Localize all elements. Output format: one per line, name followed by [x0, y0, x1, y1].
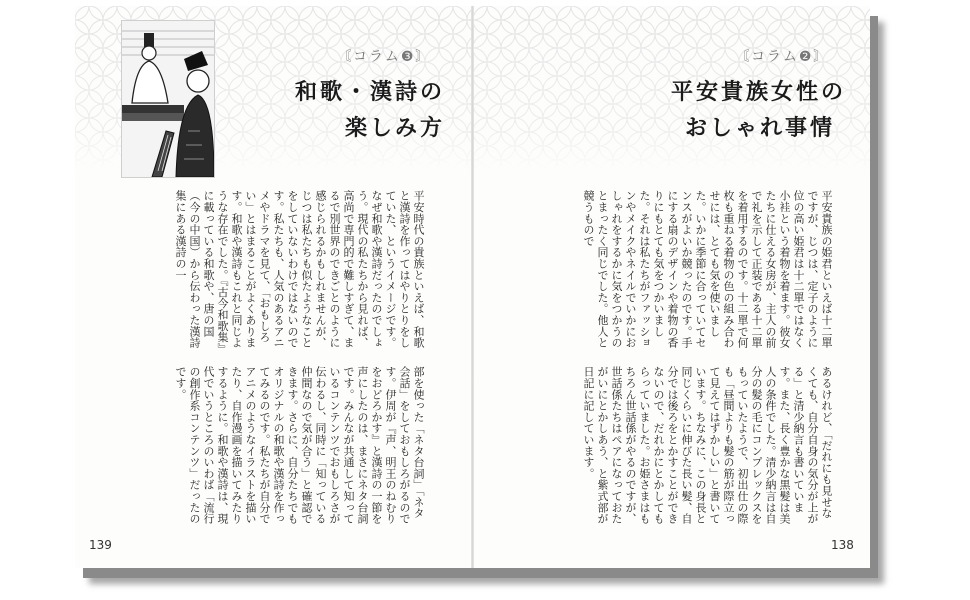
page-number: 138 — [831, 538, 854, 552]
column-tag: 〘コラム❷〙 — [735, 49, 830, 65]
body-text-bottom: 部を使った「ネタ台詞」「ネタ会話」をしておもしろがるのです。伊周が『声、明王のねむりをおどろかす』と漢詩の一節を声にしたのは、まさにネタ台詞です。みんなが共通して知っているコンテンツでおもしろさが伝わるし、同時に「知っている仲間なので気が合う」と確認できます。さらに、自分たちでもオリジナルの和歌や漢詩を作ってみるのです。私たちが自分でアニメのようなイラストを描いたり、自作漫画を描いてみたりするように。和歌や漢詩は、現代でいうところのいわば「流行の創作系コンテンツ」だったのです。 — [174, 366, 425, 525]
page-number: 139 — [89, 538, 112, 552]
book-spread — [75, 6, 870, 568]
heian-figures-illustration — [121, 20, 215, 178]
heading-line-1: 平安貴族女性の — [671, 80, 847, 105]
body-text-top: 平安時代の貴族といえば、和歌と漢詩を作ってはやりとりをしていた、というイメージです。なぜ和歌や漢詩だったのでしょう。現代の私たちから見れば、高尚で専門的で難しすぎて、まるで別世界のできごとのように感じられるかもしれませんが、じつは私たちも似たようなことをしていないわけではないのです。私たちも、人気のあるアニメやドラマを見て、「おもしろい」とはまることがよくあります。和歌や漢詩もこれと同じような存在でした。『古今和歌集』に載っている和歌や、唐の国（今の中国）から伝わった漢詩集にある漢詩の一 — [174, 190, 425, 349]
column-tag: 〘コラム❸〙 — [337, 49, 432, 65]
body-text-bottom: あるけれど、「だれにも見せなくても、自分自身の気分が上がる」と清少納言も書いています。また、長く豊かな黒髪は美人の条件でした。清少納言は自分の髪の毛にコンプレックスをもっていたようで、初出仕の際も「昼間よりも髪の筋が際立って見えてはずかしい」と書いています。ちなみに、この身長と同じくらいに伸びた長い髪、自分では後ろをとかすことができないので、だれかにとかしてもらっていました。お姫さまはもちろん世話係がやるのですが、世話係たちはペアになっておたがいにとかしあう、と紫式部が日記に記しています。 — [582, 366, 833, 525]
right-page — [473, 6, 870, 568]
heading-line-2: おしゃれ事情 — [685, 116, 836, 141]
heading-line-2: 楽しみ方 — [345, 116, 446, 141]
left-page — [75, 6, 472, 568]
body-text-top: 平安貴族の姫君といえば十二單ですが、じつは、定子のように位の高い姫君は十二單ではなく小袿という着物を着ます。彼女たちに仕える女房が、主人の前で礼を示して正装である十二單を着用するのです。十二單で何枚も重ねる着物の色の組み合わせには、とても気を使いました。いかに季節に合っていてセンスがよいか競ったのです。手にする扇のデザインや着物の香りにもとても気をつかいました。それは私たちがファッションやメイクやネイルでいかにおしゃれをするかに気をつかうのとまったく同じでした。他人と競うもので — [582, 190, 833, 349]
heading-line-1: 和歌・漢詩の — [295, 80, 446, 105]
